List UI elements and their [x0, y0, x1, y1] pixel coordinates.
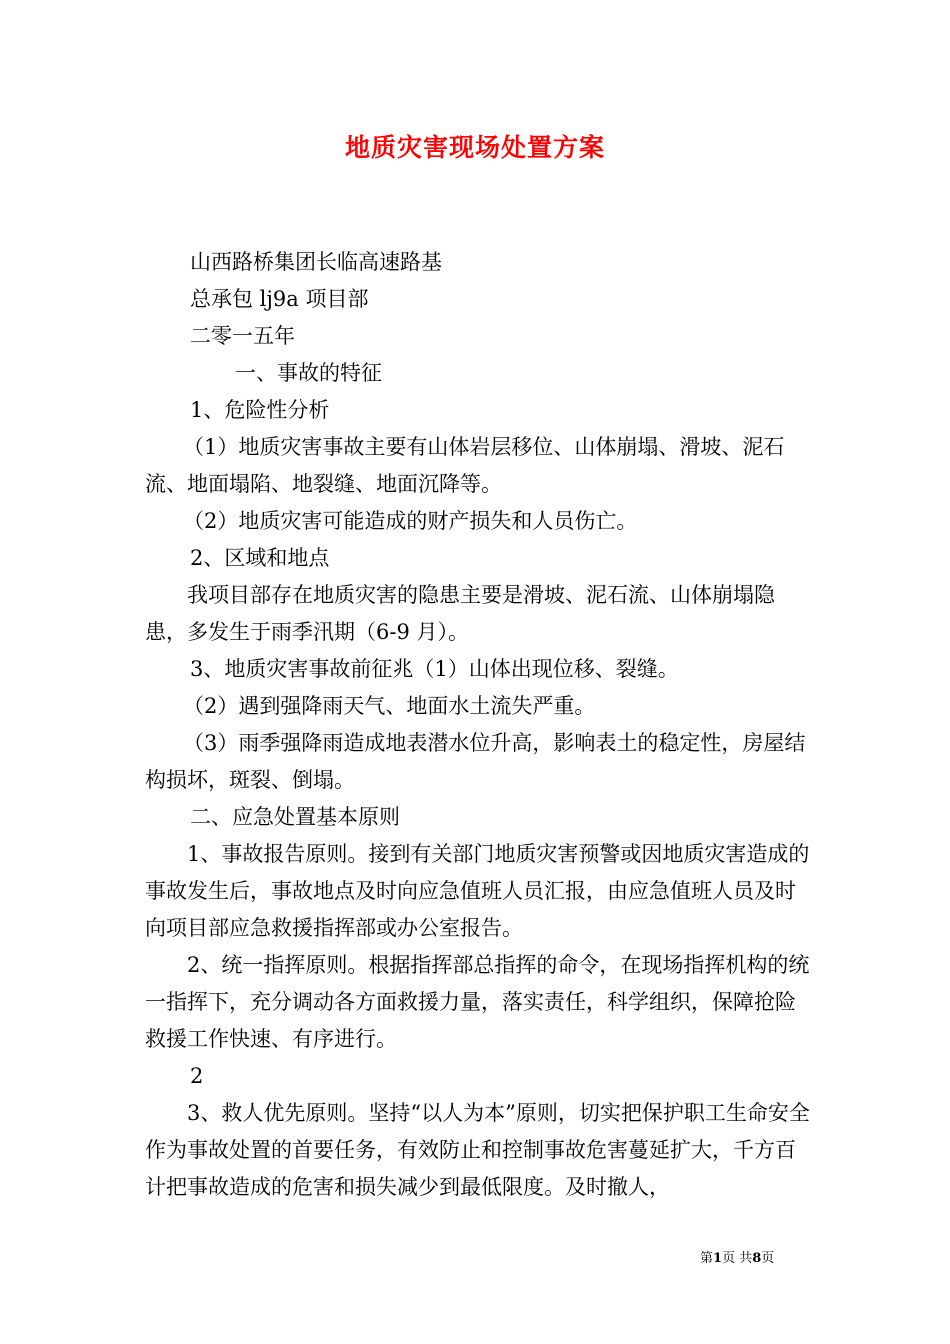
org-line-1: 山西路桥集团长临高速路基 — [190, 250, 442, 274]
document-body — [145, 244, 810, 1206]
document-title: 地质灾害现场处置方案 — [344, 133, 605, 162]
page-footer — [700, 1247, 774, 1266]
footer-total-pages: 8 — [752, 1251, 762, 1266]
page-mark: 2 — [190, 1064, 204, 1088]
paragraph: 2、统一指挥原则。根据指挥部总指挥的命令，在现场指挥机构的统一指挥下，充分调动各方面救援力量，落实责任，科学组织，保障抢险救援工作快速、有序进行。 — [145, 953, 810, 1051]
section-1-heading: 一、事故的特征 — [235, 361, 382, 385]
paragraph: 我项目部存在地质灾害的隐患主要是滑坡、泥石流、山体崩塌隐患，多发生于雨季汛期（6-9 月）。 — [145, 583, 775, 644]
paragraph: （2）地质灾害可能造成的财产损失和人员伤亡。 — [183, 509, 638, 533]
date-line: 二零一五年 — [190, 324, 295, 348]
section-1-1-heading: 1、危险性分析 — [190, 398, 330, 422]
section-1-2-heading: 2、区域和地点 — [190, 546, 330, 570]
paragraph: （2）遇到强降雨天气、地面水土流失严重。 — [183, 694, 596, 718]
paragraph: （1）地质灾害事故主要有山体岩层移位、山体崩塌、滑坡、泥石流、地面塌陷、地裂缝、地面沉降等。 — [145, 435, 785, 496]
footer-page-number: 1 — [713, 1251, 723, 1266]
paragraph: 3、救人优先原则。坚持“以人为本”原则，切实把保护职工生命安全作为事故处置的首要任务，有效防止和控制事故危害蔓延扩大，千方百计把事故造成的危害和损失减少到最低限度。及时撤人， — [145, 1101, 810, 1199]
footer-mid: 页 共 — [722, 1251, 753, 1266]
org-line-2: 总承包 lj9a 项目部 — [190, 287, 369, 311]
section-2-heading: 二、应急处置基本原则 — [190, 805, 400, 829]
paragraph: 1、事故报告原则。接到有关部门地质灾害预警或因地质灾害造成的事故发生后，事故地点及时向应急值班人员汇报，由应急值班人员及时向项目部应急救援指挥部或办公室报告。 — [145, 842, 810, 940]
section-1-3-heading: 3、地质灾害事故前征兆（1）山体出现位移、裂缝。 — [190, 657, 679, 681]
footer-prefix: 第 — [700, 1251, 714, 1266]
paragraph: （3）雨季强降雨造成地表潜水位升高，影响表土的稳定性，房屋结构损坏，斑裂、倒塌。 — [145, 731, 806, 792]
footer-suffix: 页 — [761, 1251, 775, 1266]
